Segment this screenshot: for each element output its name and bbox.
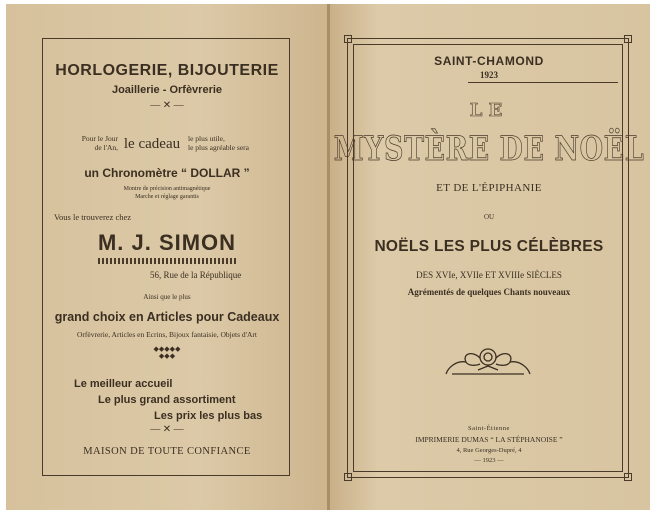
chrono-note-1: Montre de précision antimagnétique [123,186,211,192]
corner-ornament-icon [624,35,632,43]
merchant-underline [98,258,238,264]
year: 1923 [480,70,498,80]
accueil-line-3: Les prix les plus bas [154,410,263,422]
pour-line-1: Pour le Jour [81,134,118,143]
cadeau-right-line-2: le plus agréable sera [188,143,250,152]
place-underline [468,82,618,83]
floral-ornament-icon [442,344,534,380]
footer-line: MAISON DE TOUTE CONFIANCE [83,446,251,457]
agrementes-line: Agrémentés de quelques Chants nouveaux [407,287,571,297]
printer-year: — 1923 — [474,457,504,464]
printer-name: IMPRIMERIE DUMAS “ LA STÉPHANOISE ” [415,435,563,444]
trouverez-line: Vous le trouverez chez [54,212,132,222]
grand-choix-line: grand choix en Articles pour Cadeaux [54,310,280,324]
ainsi-line: Ainsi que le plus [143,293,191,301]
pour-le-jour [52,134,118,152]
merchant-name: M. J. SIMON [97,230,237,255]
corner-ornament-icon [344,473,352,481]
corner-ornament-icon [344,35,352,43]
pour-line-2: de l'An, [94,143,118,152]
corner-ornament-icon [624,473,632,481]
chronometre-line: un Chronomètre “ DOLLAR ” [84,166,250,180]
shop-heading: HORLOGERIE, BIJOUTERIE [55,62,279,79]
second-title: NOËLS LES PLUS CÉLÈBRES [374,238,604,255]
cadeau-right-line-1: le plus utile, [188,134,225,143]
centuries-line: DES XVIe, XVIIe ET XVIIIe SIÈCLES [416,270,562,280]
printer-city: Saint-Étienne [468,425,510,432]
title-le: LE [469,100,509,121]
accueil-line-1: Le meilleur accueil [74,378,173,390]
cadeau-right [188,134,288,152]
place-name: SAINT-CHAMOND [434,54,544,68]
accueil-line-2: Le plus grand assortiment [98,394,236,406]
main-title: MYSTÈRE DE NOËL [333,130,645,169]
chrono-note-2: Marche et réglage garantis [135,194,199,200]
ou: OU [483,213,495,221]
ornament-divider: — ✕ — [150,100,184,111]
address-line: 56, Rue de la République [150,270,242,280]
diamond-ornament-icon: ◆◆◆◆◆ ◆◆◆ [153,345,181,360]
articles-line: Orfèvrerie, Articles en Ecrins, Bijoux fantaisie, Objets d'Art [76,330,258,339]
subtitle: ET DE L'ÉPIPHANIE [436,182,542,194]
shop-subheading: Joaillerie - Orfèvrerie [111,84,223,96]
ornament-divider-2: — ✕ — [150,424,184,435]
printer-address: 4, Rue Georges-Dupré, 4 [456,447,522,454]
cadeau-text: le cadeau [123,136,181,152]
